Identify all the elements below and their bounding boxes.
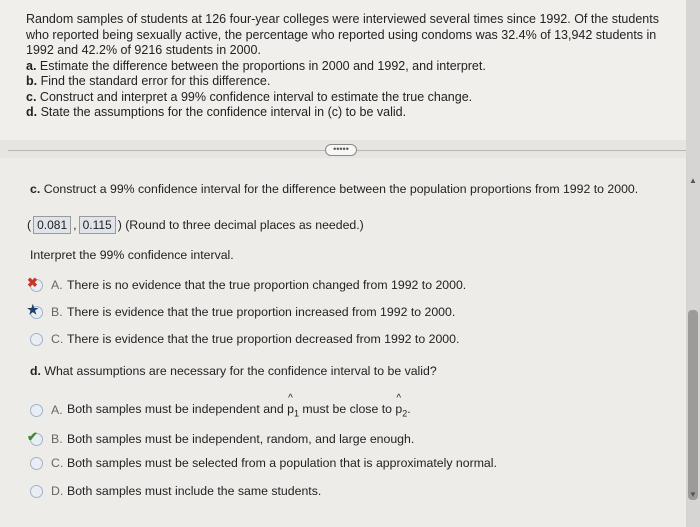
radio-button[interactable] bbox=[30, 485, 43, 498]
scroll-thumb[interactable] bbox=[688, 310, 698, 500]
check-icon: ✔ bbox=[27, 428, 38, 444]
option-c-a[interactable]: ✖ A. There is no evidence that the true proportion changed from 1992 to 2000. bbox=[27, 274, 467, 292]
question-part-b: b. Find the standard error for this difference. bbox=[26, 74, 271, 88]
radio-button[interactable] bbox=[30, 333, 43, 346]
ci-lower-input[interactable]: 0.081 bbox=[33, 216, 71, 234]
option-c-c[interactable]: C. There is evidence that the true proportion decreased from 1992 to 2000. bbox=[30, 332, 459, 346]
star-icon: ★ bbox=[27, 301, 39, 317]
option-d-a[interactable]: A. Both samples must be independent and ^ $p_1$ must be close to ^ $p_2$. bbox=[30, 402, 411, 418]
part-c-heading: c. Construct a 99% confidence interval for the difference between the population proportions from 1992 to 2000. bbox=[30, 182, 639, 196]
option-d-b[interactable]: ✔ B. Both samples must be independent, random, and large enough. bbox=[27, 428, 415, 446]
interpret-label: Interpret the 99% confidence interval. bbox=[30, 248, 234, 262]
ci-upper-input[interactable]: 0.115 bbox=[79, 216, 116, 234]
radio-button[interactable] bbox=[27, 301, 43, 319]
radio-button[interactable] bbox=[27, 428, 43, 446]
scroll-up-icon[interactable]: ▲ bbox=[689, 176, 697, 185]
radio-button[interactable] bbox=[27, 274, 43, 292]
expand-button[interactable]: ••••• bbox=[325, 144, 357, 156]
question-panel bbox=[0, 0, 686, 140]
question-part-c: c. Construct and interpret a 99% confidence interval to estimate the true change. bbox=[26, 89, 473, 104]
scrollbar[interactable] bbox=[686, 0, 700, 527]
radio-button[interactable] bbox=[30, 457, 43, 470]
option-c-b[interactable]: ★ B. There is evidence that the true proportion increased from 1992 to 2000. bbox=[27, 301, 456, 319]
question-part-a: a. Estimate the difference between the proportions in 2000 and 1992, and interpret. bbox=[26, 58, 486, 73]
part-d-heading: d. What assumptions are necessary for the confidence interval to be valid? bbox=[30, 364, 437, 378]
ci-answer-row: ( 0.081 , 0.115 ) (Round to three decimal places as needed.) bbox=[27, 218, 364, 232]
scroll-down-icon[interactable]: ▼ bbox=[689, 490, 697, 499]
option-d-d[interactable]: D. Both samples must include the same students. bbox=[30, 484, 321, 498]
radio-button[interactable] bbox=[30, 404, 43, 417]
option-d-c[interactable]: C. Both samples must be selected from a population that is approximately normal. bbox=[30, 456, 497, 470]
question-intro: Random samples of students at 126 four-year colleges were interviewed several times since 1992. Of the students who reported being sexually active, the percentage who reported using condoms was 32.4% of 13,942 students in 1992 and 42.2% of 9216 students in 2000. bbox=[26, 12, 659, 57]
x-mark-icon: ✖ bbox=[27, 274, 38, 290]
ci-rounding-note: ) (Round to three decimal places as needed.) bbox=[117, 218, 364, 232]
question-part-d: d. State the assumptions for the confidence interval in (c) to be valid. bbox=[26, 105, 407, 119]
